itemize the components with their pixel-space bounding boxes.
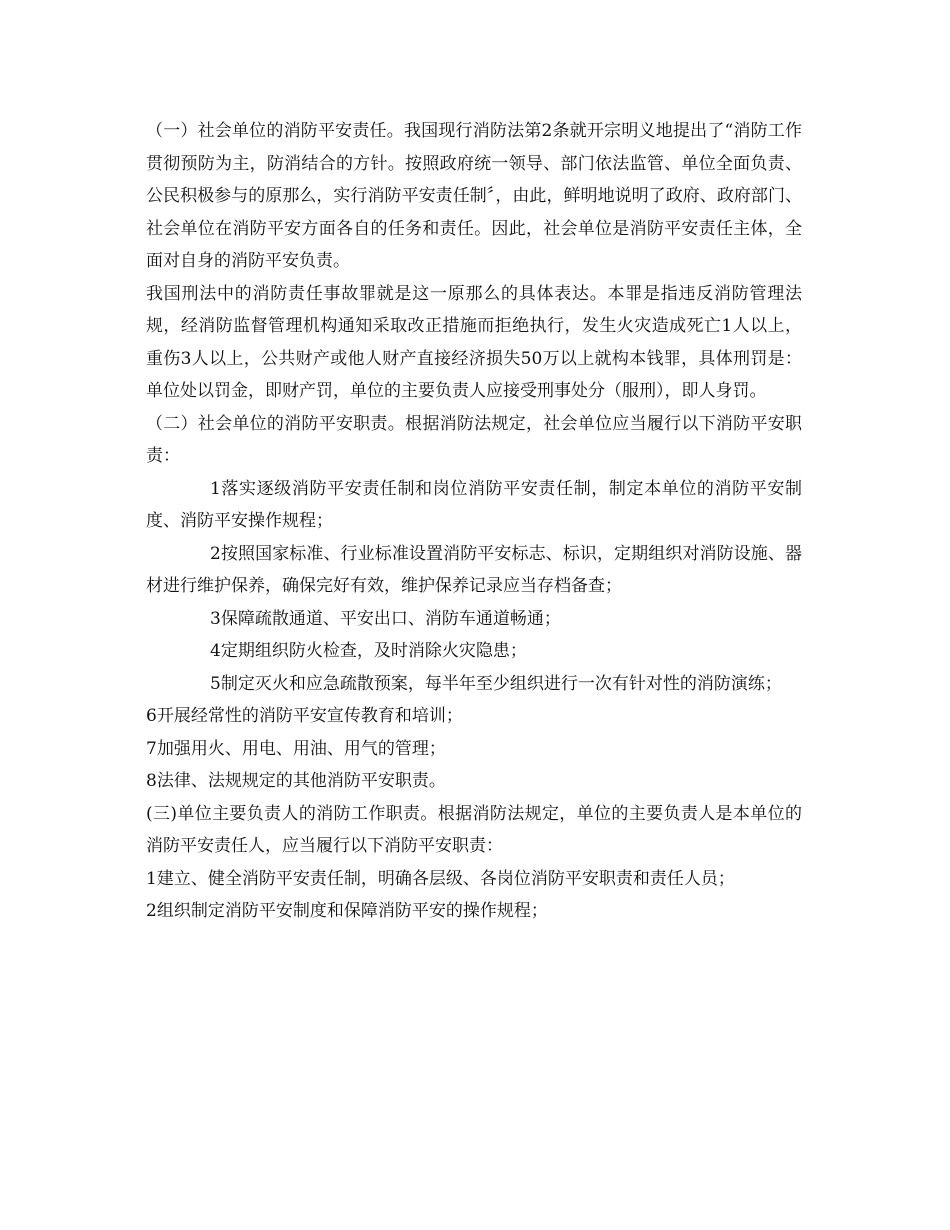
- paragraph-duties-heading: （二）社会单位的消防平安职责。根据消防法规定，社会单位应当履行以下消防平安职责：: [146, 413, 802, 466]
- paragraph-criminal-law: 我国刑法中的消防责任事故罪就是这一原那么的具体表达。本罪是指违反消防管理法规，经消防监督管理机构通知采取改正措施而拒绝执行，发生火灾造成死亡1人以上，重伤3人以上，公共财产或他人财产直接经济损失50万以上就构本钱罪，具体刑罚是：单位处以罚金，即财产罚，单位的主要负责人应接受刑事处分（服刑），即人身罚。: [146, 283, 802, 401]
- list-item-duty-2: 2按照国家标准、行业标准设置消防平安标志、标识，定期组织对消防设施、器材进行维护保养，确保完好有效，维护保养记录应当存档备查；: [146, 543, 802, 596]
- list-item-duty-5: 5制定灭火和应急疏散预案，每半年至少组织进行一次有针对性的消防演练；: [210, 673, 782, 694]
- paragraph-social-unit-responsibility: （一）社会单位的消防平安责任。我国现行消防法第2条就开宗明义地提出了“消防工作贯彻预防为主，防消结合的方针。按照政府统一领导、部门依法监管、单位全面负责、公民积极参与的原那么，实行消防平安责任制〞，由此，鲜明地说明了政府、政府部门、社会单位在消防平安方面各自的任务和责任。因此，社会单位是消防平安责任主体，全面对自身的消防平安负责。: [146, 121, 802, 271]
- list-item-principal-duty-2: 2组织制定消防平安制度和保障消防平安的操作规程；: [146, 901, 548, 921]
- document-body: [146, 115, 802, 928]
- list-item-duty-4: 4定期组织防火检查，及时消除火灾隐患；: [210, 641, 527, 661]
- list-item-duty-8: 8法律、法规规定的其他消防平安职责。: [146, 771, 446, 791]
- list-item-duty-7: 7加强用火、用电、用油、用气的管理；: [146, 738, 446, 759]
- paragraph-principal-duties-heading: (三)单位主要负责人的消防工作职责。根据消防法规定，单位的主要负责人是本单位的消防平安责任人，应当履行以下消防平安职责：: [146, 803, 802, 856]
- list-item-duty-6: 6开展经常性的消防平安宣传教育和培训；: [146, 706, 463, 726]
- list-item-duty-3: 3保障疏散通道、平安出口、消防车通道畅通；: [210, 608, 561, 629]
- list-item-duty-1: 1落实逐级消防平安责任制和岗位消防平安责任制，制定本单位的消防平安制度、消防平安操作规程；: [146, 478, 802, 531]
- list-item-principal-duty-1: 1建立、健全消防平安责任制，明确各层级、各岗位消防平安职责和责任人员；: [146, 868, 735, 889]
